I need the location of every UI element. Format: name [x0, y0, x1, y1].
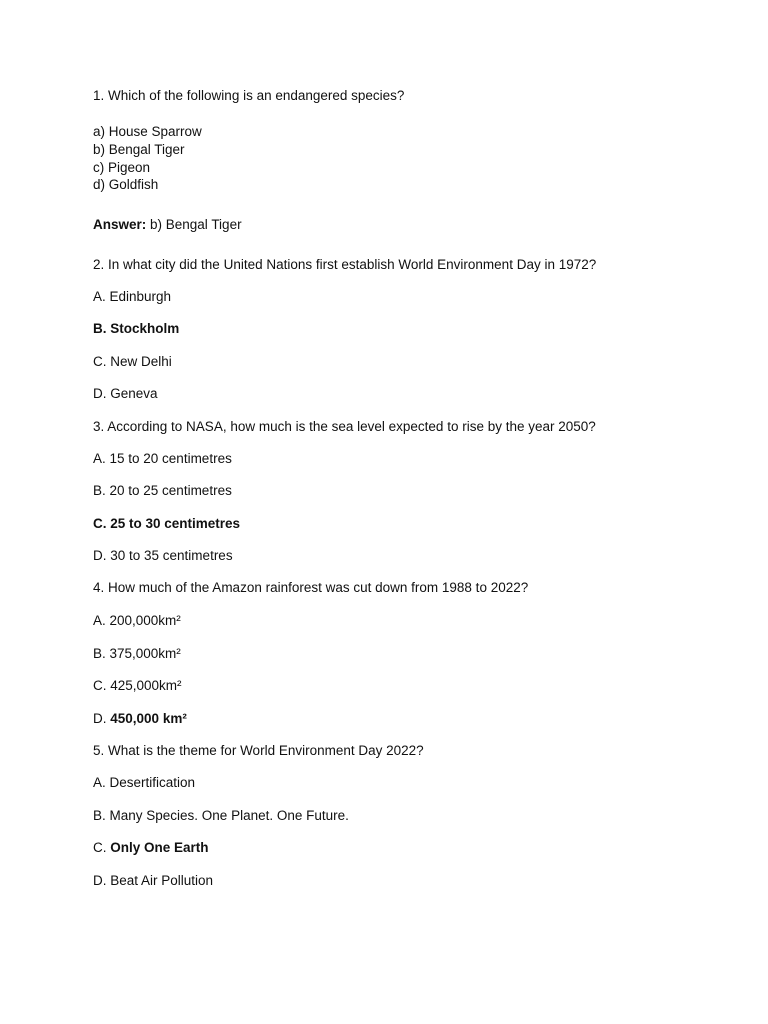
q5-option-a: A. Desertification — [93, 775, 196, 790]
q4-option-c: C. 425,000km² — [93, 678, 182, 693]
q4-option-b: B. 375,000km² — [93, 646, 181, 661]
q5-option-c-correct: Only One Earth — [110, 840, 209, 855]
q1-option-a: a) House Sparrow — [93, 124, 202, 139]
q3-option-b: B. 20 to 25 centimetres — [93, 483, 232, 498]
q5-option-c — [93, 839, 209, 857]
q2-option-d: D. Geneva — [93, 386, 158, 401]
answer-label: Answer: — [93, 217, 147, 232]
q4-option-d — [93, 710, 187, 728]
q2-option-a: A. Edinburgh — [93, 289, 172, 304]
answer-value: b) Bengal Tiger — [146, 217, 242, 232]
q4-option-d-prefix: D. — [93, 711, 111, 726]
question-1: 1. Which of the following is an endangered species? — [93, 88, 405, 103]
q1-option-c: c) Pigeon — [93, 160, 151, 175]
q1-option-b: b) Bengal Tiger — [93, 142, 185, 157]
question-2: 2. In what city did the United Nations first establish World Environment Day in 1972? — [93, 257, 597, 272]
q5-option-b: B. Many Species. One Planet. One Future. — [93, 808, 349, 823]
q2-option-b-correct: B. Stockholm — [93, 321, 180, 336]
q4-option-d-correct: 450,000 km² — [110, 711, 187, 726]
q1-option-d: d) Goldfish — [93, 177, 159, 192]
q3-option-a: A. 15 to 20 centimetres — [93, 451, 232, 466]
q3-option-d: D. 30 to 35 centimetres — [93, 548, 233, 563]
question-4: 4. How much of the Amazon rainforest was cut down from 1988 to 2022? — [93, 580, 529, 595]
q3-option-c-correct: C. 25 to 30 centimetres — [93, 516, 241, 531]
q1-answer — [93, 216, 242, 234]
q4-option-a: A. 200,000km² — [93, 613, 181, 628]
question-5: 5. What is the theme for World Environment Day 2022? — [93, 743, 424, 758]
q2-option-c: C. New Delhi — [93, 354, 172, 369]
question-3: 3. According to NASA, how much is the sea level expected to rise by the year 2050? — [93, 419, 596, 434]
q5-option-d: D. Beat Air Pollution — [93, 873, 214, 888]
q5-option-c-prefix: C. — [93, 840, 111, 855]
